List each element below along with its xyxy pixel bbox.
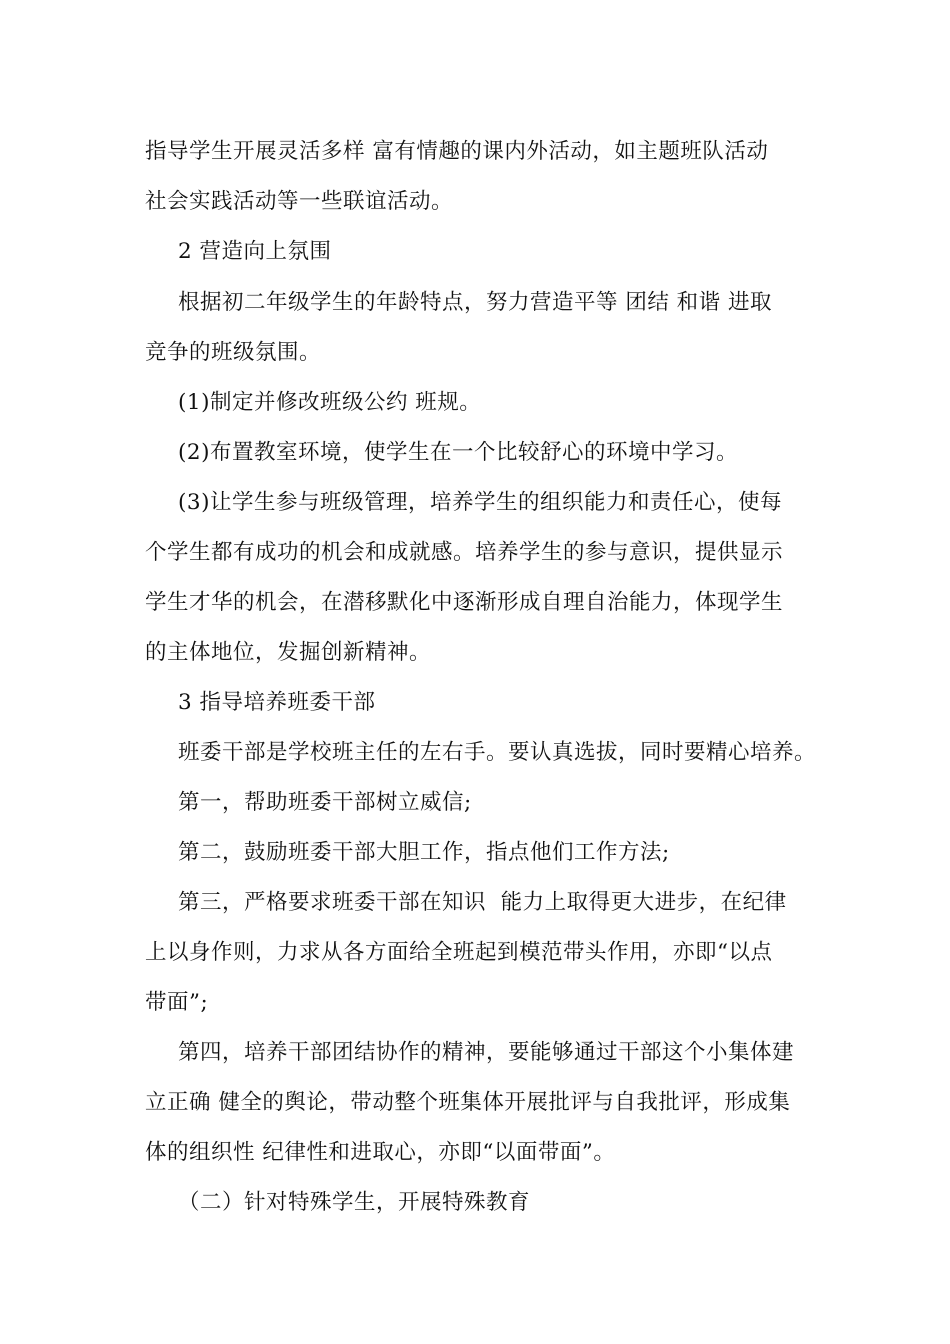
section-heading: 2 营造向上氛围: [178, 239, 332, 264]
text-line: 根据初二年级学生的年龄特点，努力营造平等 团结 和谐 进取: [178, 290, 773, 315]
list-item: (2)布置教室环境，使学生在一个比较舒心的环境中学习。: [178, 440, 738, 465]
list-item: 第一，帮助班委干部树立威信;: [178, 790, 472, 815]
text-line: 的主体地位，发掘创新精神。: [145, 640, 432, 665]
text-line: 带面”;: [145, 990, 209, 1015]
section-heading: 3 指导培养班委干部: [178, 690, 376, 715]
list-item: (3)让学生参与班级管理，培养学生的组织能力和责任心，使每: [178, 490, 782, 515]
list-item: 第三，严格要求班委干部在知识 能力上取得更大进步，在纪律: [178, 890, 787, 915]
list-item: (1)制定并修改班级公约 班规。: [178, 390, 482, 415]
text-line: 上以身作则，力求从各方面给全班起到模范带头作用，亦即“以点: [145, 940, 773, 965]
list-item: 第四，培养干部团结协作的精神，要能够通过干部这个小集体建: [178, 1040, 795, 1065]
text-line: 班委干部是学校班主任的左右手。要认真选拔，同时要精心培养。: [178, 740, 817, 765]
text-line: 学生才华的机会，在潜移默化中逐渐形成自理自治能力，体现学生: [145, 590, 784, 615]
text-line: 竞争的班级氛围。: [145, 340, 322, 365]
text-line: 社会实践活动等一些联谊活动。: [145, 189, 454, 214]
section-heading: （二）针对特殊学生，开展特殊教育: [178, 1190, 531, 1215]
list-item: 第二，鼓励班委干部大胆工作，指点他们工作方法;: [178, 840, 670, 865]
text-line: 体的组织性 纪律性和进取心，亦即“以面带面”。: [145, 1140, 616, 1165]
text-line: 立正确 健全的舆论，带动整个班集体开展批评与自我批评，形成集: [145, 1090, 791, 1115]
text-line: 个学生都有成功的机会和成就感。培养学生的参与意识，提供显示: [145, 540, 784, 565]
text-line: 指导学生开展灵活多样 富有情趣的课内外活动，如主题班队活动: [145, 139, 769, 164]
